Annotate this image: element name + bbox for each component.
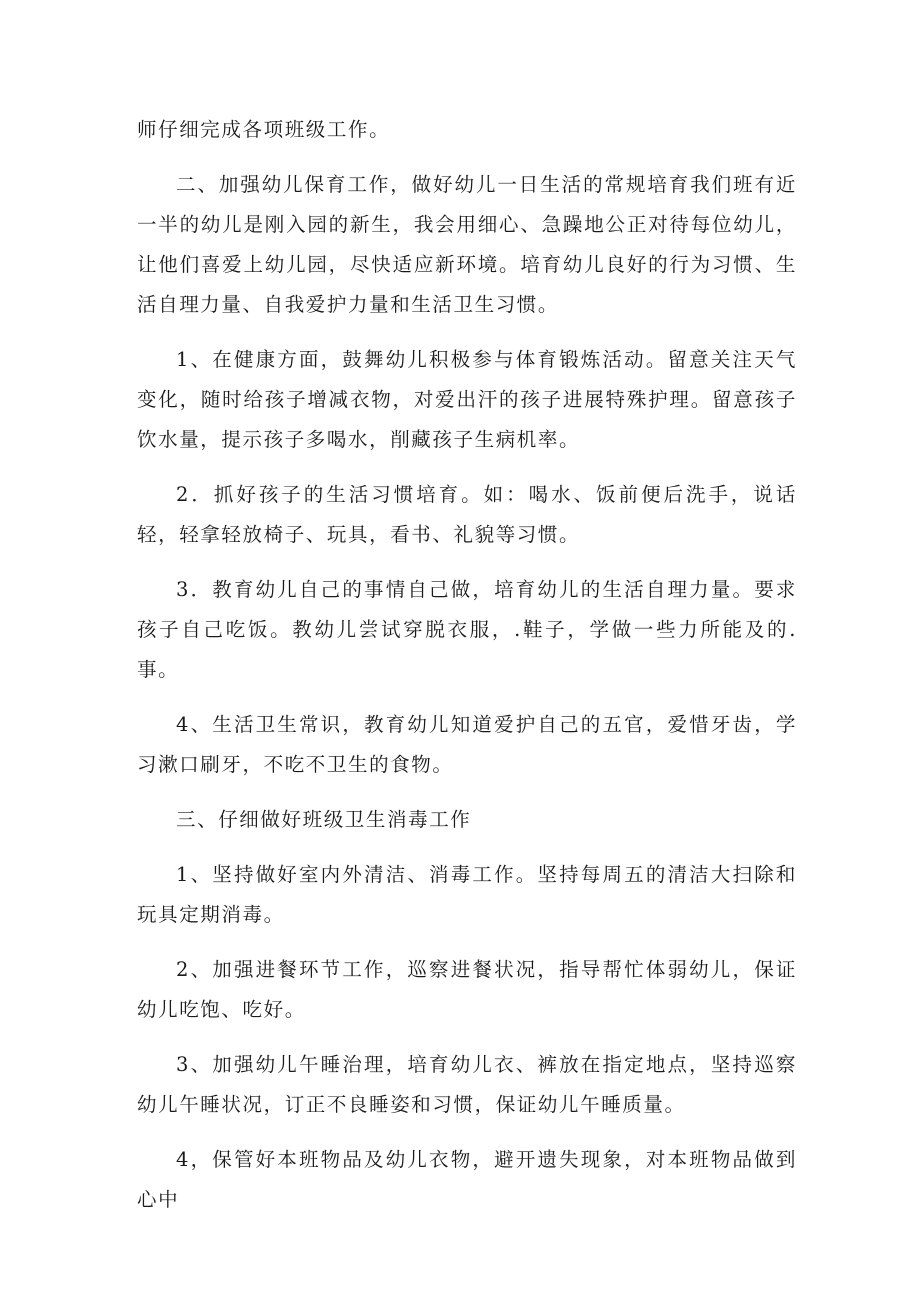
paragraph-continuation: 师仔细完成各项班级工作。	[137, 118, 391, 141]
document-body	[137, 110, 797, 1235]
paragraph-item-nap: 3、加强幼儿午睡治理，培育幼儿衣、裤放在指定地点，坚持巡察幼儿午睡状况，订正不良睡姿和习惯，保证幼儿午睡质量。	[137, 1053, 797, 1116]
paragraph-section-three: 三、仔细做好班级卫生消毒工作	[176, 808, 472, 831]
paragraph-item-belongings: 4，保管好本班物品及幼儿衣物，避开遗失现象，对本班物品做到心中	[137, 1148, 797, 1211]
paragraph-section-two: 二、加强幼儿保育工作，做好幼儿一日生活的常规培育我们班有近一半的幼儿是刚入园的新生，我会用细心、急躁地公正对待每位幼儿，让他们喜爱上幼儿园，尽快适应新环境。培育幼儿良好的行为习惯、生活自理力量、自我爱护力量和生活卫生习惯。	[137, 173, 797, 316]
paragraph-item-hygiene-knowledge: 4、生活卫生常识，教育幼儿知道爱护自己的五官，爱惜牙齿，学习漱口刷牙，不吃不卫生的食物。	[137, 713, 797, 776]
paragraph-item-habits: 2．抓好孩子的生活习惯培育。如：喝水、饭前便后洗手，说话轻，轻拿轻放椅子、玩具，看书、礼貌等习惯。	[137, 483, 797, 546]
paragraph-item-meals: 2、加强进餐环节工作，巡察进餐状况，指导帮忙体弱幼儿，保证幼儿吃饱、吃好。	[137, 958, 797, 1021]
paragraph-item-self-care: 3．教育幼儿自己的事情自己做，培育幼儿的生活自理力量。要求孩子自己吃饭。教幼儿尝试穿脱衣服，.鞋子，学做一些力所能及的.事。	[137, 578, 797, 681]
paragraph-item-health: 1、在健康方面，鼓舞幼儿积极参与体育锻炼活动。留意关注天气变化，随时给孩子增减衣物，对爱出汗的孩子进展特殊护理。留意孩子饮水量，提示孩子多喝水，削藏孩子生病机率。	[137, 348, 797, 451]
paragraph-item-cleaning: 1、坚持做好室内外清洁、消毒工作。坚持每周五的清洁大扫除和玩具定期消毒。	[137, 863, 797, 926]
